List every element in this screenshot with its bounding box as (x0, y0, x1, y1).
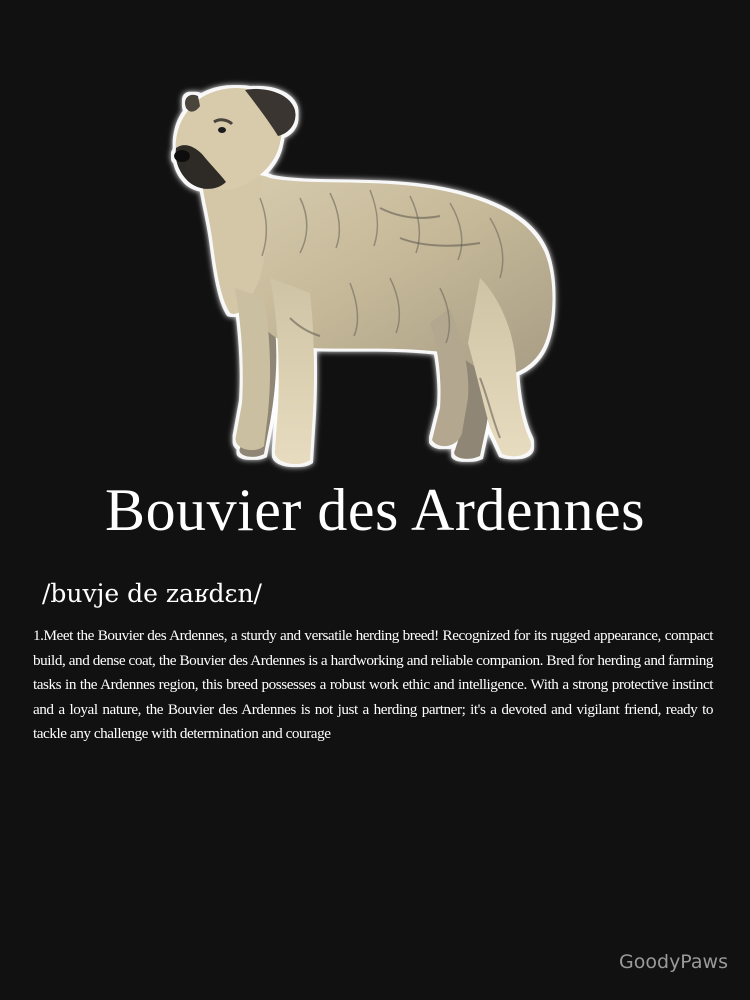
pronunciation: /buvje de zaʁdɛn/ (42, 579, 262, 608)
dog-icon (150, 78, 570, 483)
breed-title: Bouvier des Ardennes (105, 477, 645, 543)
brand-watermark: GoodyPaws (619, 951, 728, 973)
breed-description: 1.Meet the Bouvier des Ardennes, a sturdy and versatile herding breed! Recognized for its rugged appearance, compact build, and dense coat, the Bouvier des Ardennes is a hardworking and reliable companion. Bred for herding and farming tasks in the Ardennes region, this breed possesses a robust work ethic and intelligence. With a strong protective instinct and a loyal nature, the Bouvier des Ardennes is not just a herding partner; it's a devoted and vigilant friend, ready to tackle any challenge with determination and courage (33, 627, 713, 742)
bouvier-dog-illustration (150, 78, 570, 483)
